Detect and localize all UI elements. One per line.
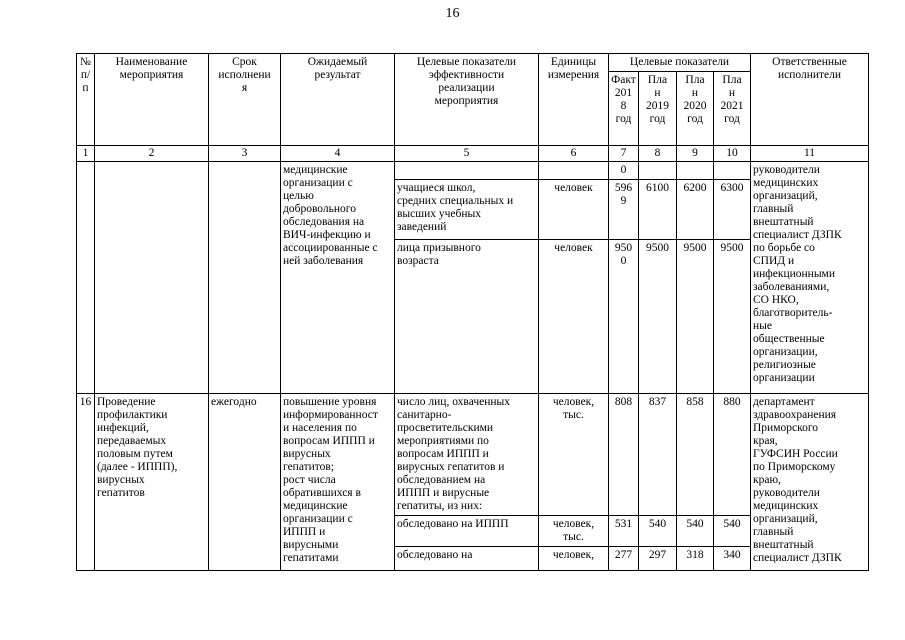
cell-unit: человек, тыс. — [539, 394, 609, 516]
cell-value: 340 — [714, 547, 751, 571]
cell-value: 596 9 — [609, 180, 639, 240]
cell-value: 808 — [609, 394, 639, 516]
header-2021: Пла н 2021 год — [714, 72, 751, 146]
cell-empty — [77, 162, 95, 394]
cell-empty — [395, 162, 539, 180]
cell-value: 531 — [609, 516, 639, 547]
cell-empty — [95, 162, 209, 394]
cell-value: 837 — [639, 394, 677, 516]
colnum: 2 — [95, 146, 209, 162]
cell-indicator: обследовано на — [395, 547, 539, 571]
cell-num: 16 — [77, 394, 95, 571]
cell-term: ежегодно — [209, 394, 281, 571]
header-row — [77, 54, 869, 72]
page-number: 16 — [445, 6, 460, 21]
cell-indicator: лица призывного возраста — [395, 240, 539, 394]
colnum: 7 — [609, 146, 639, 162]
table-row — [77, 394, 869, 516]
cell-unit: человек, тыс. — [539, 516, 609, 547]
cell-indicator: число лиц, охваченных санитарно- просветительскими мероприятиями по вопросам ИППП и вирусных гепатитов и обследованием на ИППП и вирусные гепатиты, из них: — [395, 394, 539, 516]
colnum: 9 — [677, 146, 714, 162]
cell-value: 0 — [609, 162, 639, 180]
cell-unit: человек — [539, 240, 609, 394]
cell-responsible: департамент здравоохранения Приморского края, ГУФСИН России по Приморскому краю, руководители медицинских организаций, главный внештатный специалист ДЗПК — [751, 394, 869, 571]
cell-value: 297 — [639, 547, 677, 571]
cell-empty — [539, 162, 609, 180]
cell-value: 6300 — [714, 180, 751, 240]
header-result: Ожидаемый результат — [281, 54, 395, 146]
colnum: 8 — [639, 146, 677, 162]
header-responsible: Ответственные исполнители — [751, 54, 869, 146]
cell-value: 6100 — [639, 180, 677, 240]
colnum: 1 — [77, 146, 95, 162]
colnum: 3 — [209, 146, 281, 162]
cell-name: Проведение профилактики инфекций, передаваемых половым путем (далее - ИППП), вирусных гепатитов — [95, 394, 209, 571]
cell-value: 540 — [639, 516, 677, 547]
cell-empty — [209, 162, 281, 394]
cell-value: 540 — [714, 516, 751, 547]
header-2020: Пла н 2020 год — [677, 72, 714, 146]
header-term: Срок исполнени я — [209, 54, 281, 146]
colnum: 6 — [539, 146, 609, 162]
cell-value: 6200 — [677, 180, 714, 240]
header-targets-group: Целевые показатели — [609, 54, 751, 72]
colnum: 4 — [281, 146, 395, 162]
cell-empty — [677, 162, 714, 180]
header-2019: Пла н 2019 год — [639, 72, 677, 146]
cell-responsible: руководители медицинских организаций, главный внештатный специалист ДЗПК по борьбе со СПИД и инфекционными заболеваниями, СО НКО, благотворитель- ные общественные организации, религиозные организации — [751, 162, 869, 394]
colnum: 10 — [714, 146, 751, 162]
cell-value: 318 — [677, 547, 714, 571]
cell-value: 950 0 — [609, 240, 639, 394]
cell-indicator: обследовано на ИППП — [395, 516, 539, 547]
cell-value: 9500 — [639, 240, 677, 394]
header-name: Наименование мероприятия — [95, 54, 209, 146]
header-2018: Факт 201 8 год — [609, 72, 639, 146]
measures-table — [76, 53, 869, 571]
cell-result: повышение уровня информированност и населения по вопросам ИППП и вирусных гепатитов; рост числа обратившихся в медицинские организации с ИППП и вирусными гепатитами — [281, 394, 395, 571]
cell-value: 858 — [677, 394, 714, 516]
cell-empty — [714, 162, 751, 180]
cell-value: 9500 — [677, 240, 714, 394]
cell-empty — [639, 162, 677, 180]
cell-value: 880 — [714, 394, 751, 516]
cell-unit: человек, — [539, 547, 609, 571]
colnum: 11 — [751, 146, 869, 162]
header-num: № п/ п — [77, 54, 95, 146]
cell-indicator: учащиеся школ, средних специальных и высших учебных заведений — [395, 180, 539, 240]
cell-unit: человек — [539, 180, 609, 240]
cell-result: медицинские организации с целью добровольного обследования на ВИЧ-инфекцию и ассоциированные с ней заболевания — [281, 162, 395, 394]
cell-value: 277 — [609, 547, 639, 571]
colnum: 5 — [395, 146, 539, 162]
header-unit: Единицы измерения — [539, 54, 609, 146]
table-row — [77, 162, 869, 180]
cell-value: 540 — [677, 516, 714, 547]
cell-value: 9500 — [714, 240, 751, 394]
column-numbers-row — [77, 146, 869, 162]
header-indicator: Целевые показатели эффективности реализации мероприятия — [395, 54, 539, 146]
